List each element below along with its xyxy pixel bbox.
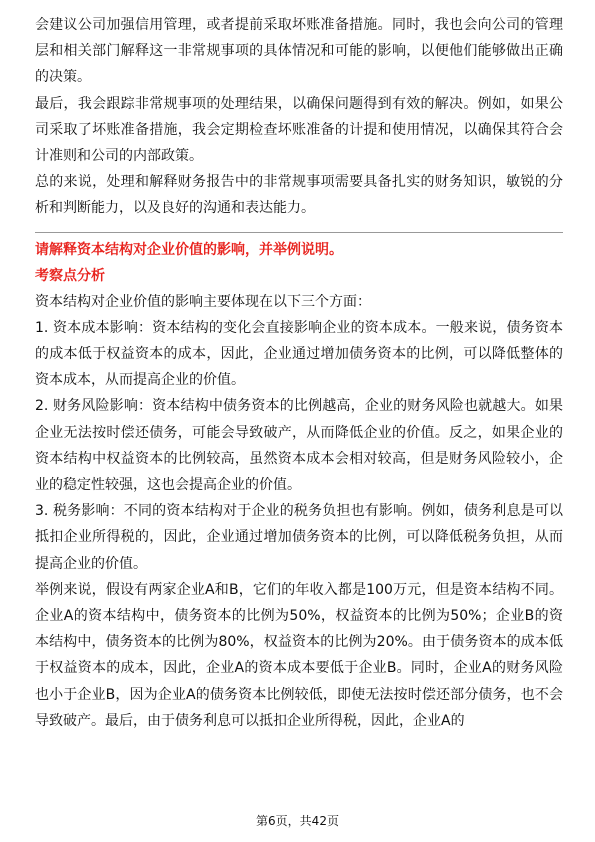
answer-paragraph: 资本结构对企业价值的影响主要体现在以下三个方面： <box>35 293 371 310</box>
body-paragraph: 会建议公司加强信用管理，或者提前采取坏账准备措施。同时，我也会向公司的管理层和相关部门解释这一非常规事项的具体情况和可能的影响，以便他们能够做出正确的决策。 <box>35 17 563 86</box>
answer-paragraph: 2. 财务风险影响：资本结构中债务资本的比例越高，企业的财务风险也就越大。如果企业无法按时偿还债务，可能会导致破产，从而降低企业的价值。反之，如果企业的资本结构中权益资本的比例较高，虽然资本成本会相对较高，但是财务风险较小，企业的稳定性较强，这也会提高企业的价值。 <box>35 398 563 494</box>
document-page <box>35 12 563 734</box>
section-divider <box>35 232 563 233</box>
analysis-label: 考察点分析 <box>35 267 105 284</box>
answer-paragraph: 1. 资本成本影响：资本结构的变化会直接影响企业的资本成本。一般来说，债务资本的成本低于权益资本的成本，因此，企业通过增加债务资本的比例，可以降低整体的资本成本，从而提高企业的价值。 <box>35 319 563 389</box>
question-heading: 请解释资本结构对企业价值的影响，并举例说明。 <box>35 241 343 258</box>
body-paragraph: 最后，我会跟踪非常规事项的处理结果，以确保问题得到有效的解决。例如，如果公司采取了坏账准备措施，我会定期检查坏账准备的计提和使用情况，以确保其符合会计准则和公司的内部政策。 <box>35 95 563 165</box>
answer-paragraph: 举例来说，假设有两家企业A和B，它们的年收入都是100万元，但是资本结构不同。企业A的资本结构中，债务资本的比例为50%，权益资本的比例为50%；企业B的资本结构中，债务资本的比例为80%，权益资本的比例为20%。由于债务资本的成本低于权益资本的成本，因此，企业A的资本成本要低于企业B。同时，企业A的财务风险也小于企业B，因为企业A的债务资本比例较低，即使无法按时偿还部分债务，也不会导致破产。最后，由于债务利息可以抵扣企业所得税，因此，企业A的 <box>35 581 563 729</box>
body-paragraph: 总的来说，处理和解释财务报告中的非常规事项需要具备扎实的财务知识，敏锐的分析和判断能力，以及良好的沟通和表达能力。 <box>35 174 563 217</box>
answer-paragraph: 3. 税务影响：不同的资本结构对于企业的税务负担也有影响。例如，债务利息是可以抵扣企业所得税的，因此，企业通过增加债务资本的比例，可以降低税务负担，从而提高企业的价值。 <box>35 503 563 572</box>
page-number: 第6页，共42页 <box>256 814 339 828</box>
